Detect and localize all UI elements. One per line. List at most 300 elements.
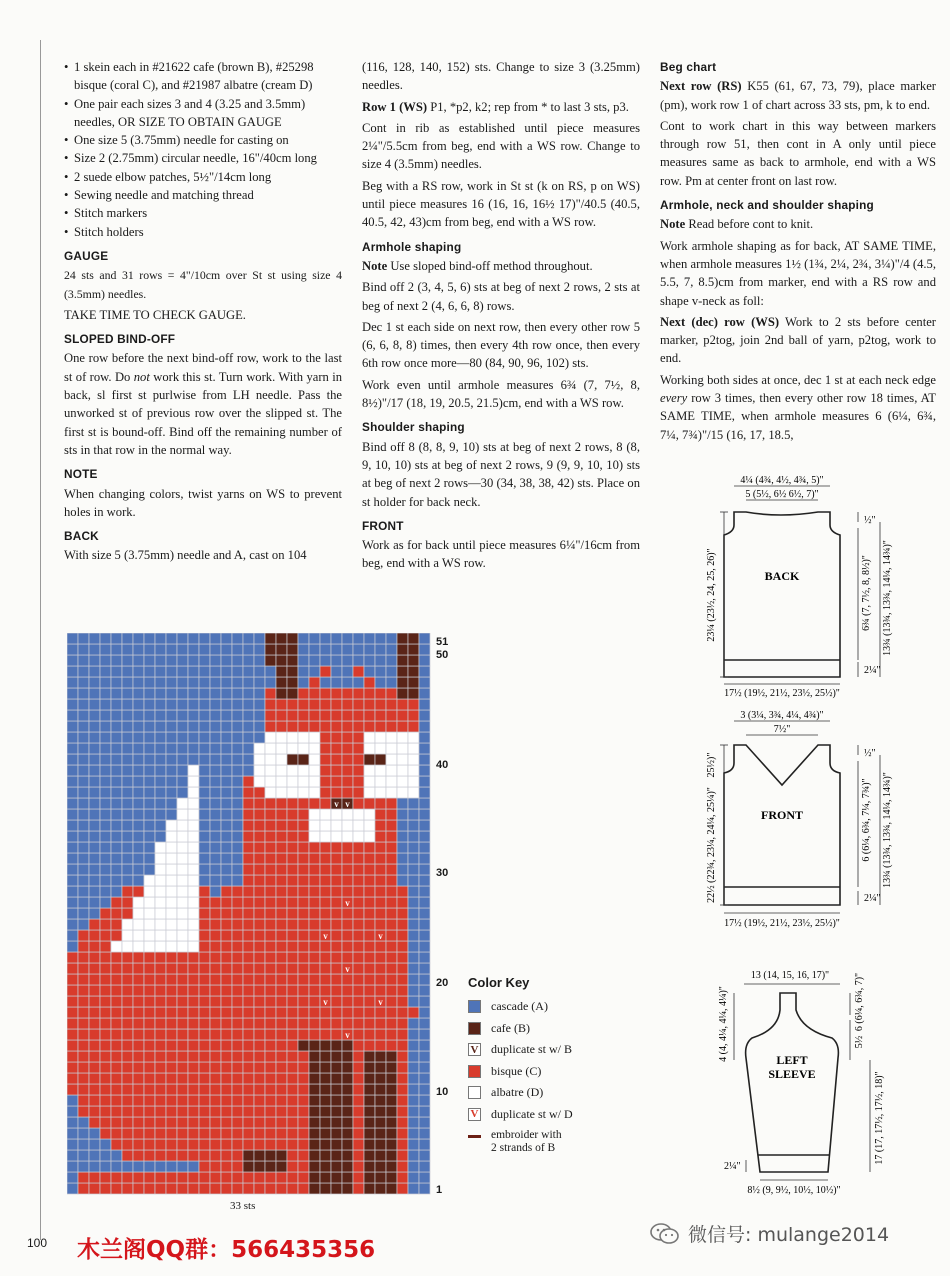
chart-cell [408, 1007, 419, 1018]
wechat-id: 微信号: mulange2014 [688, 1224, 890, 1246]
chart-cell [375, 864, 386, 875]
chart-cell [397, 655, 408, 666]
chart-cell [287, 919, 298, 930]
chart-cell [78, 1084, 89, 1095]
chart-cell [177, 908, 188, 919]
chart-cell [111, 875, 122, 886]
chart-cell [276, 886, 287, 897]
chart-cell [67, 1084, 78, 1095]
column-rule [40, 40, 41, 1240]
chart-cell [419, 743, 430, 754]
chart-cell [276, 1161, 287, 1172]
chart-cell [122, 1029, 133, 1040]
chart-cell [298, 908, 309, 919]
chart-cell [144, 765, 155, 776]
chart-cell [287, 776, 298, 787]
chart-cell [67, 1106, 78, 1117]
chart-cell [78, 963, 89, 974]
para: Work armhole shaping as for back, AT SAME TIME, when armhole measures 1½ (1¾, 2¼, 2¾, 3¼)"/4 (4.5, 5.5, 7, 8.5)cm from marker, end with a RS row and shape v-neck as foll: [660, 238, 936, 308]
chart-cell [298, 666, 309, 677]
chart-cell [364, 996, 375, 1007]
chart-cell [276, 985, 287, 996]
chart-cell [298, 1095, 309, 1106]
dim-label: 13 (14, 15, 16, 17)" [750, 970, 830, 981]
chart-cell [320, 633, 331, 644]
chart-cell [287, 996, 298, 1007]
chart-cell [309, 974, 320, 985]
key-row [468, 996, 573, 1018]
key-row [468, 1129, 573, 1155]
chart-cell [287, 732, 298, 743]
chart-cell [166, 919, 177, 930]
chart-cell [67, 732, 78, 743]
chart-cell [221, 919, 232, 930]
chart-cell [221, 875, 232, 886]
chart-cell [342, 688, 353, 699]
chart-cell [78, 985, 89, 996]
chart-cell [232, 1051, 243, 1062]
chart-cell [353, 897, 364, 908]
chart-cell [166, 688, 177, 699]
chart-cell [100, 655, 111, 666]
chart-cell [364, 666, 375, 677]
chart-cell [144, 688, 155, 699]
chart-cell [144, 1007, 155, 1018]
chart-cell [320, 952, 331, 963]
chart-cell [199, 996, 210, 1007]
chart-cell [419, 919, 430, 930]
chart-cell [89, 710, 100, 721]
chart-cell [122, 699, 133, 710]
chart-cell [122, 1150, 133, 1161]
chart-cell [188, 908, 199, 919]
chart-cell [364, 963, 375, 974]
chart-cell [100, 963, 111, 974]
chart-cell [78, 699, 89, 710]
chart-cell [309, 787, 320, 798]
chart-cell [100, 820, 111, 831]
chart-cell [276, 1172, 287, 1183]
chart-cell [221, 886, 232, 897]
chart-cell [78, 809, 89, 820]
chart-cell [320, 1172, 331, 1183]
schematic-title: BACK [764, 569, 800, 583]
chart-cell [375, 1029, 386, 1040]
chart-cell [364, 721, 375, 732]
chart-cell [265, 1183, 276, 1194]
chart-cell [155, 919, 166, 930]
chart-row-label: 51 [436, 636, 449, 648]
chart-cell [177, 1161, 188, 1172]
chart-cell [232, 1018, 243, 1029]
chart-cell [408, 1161, 419, 1172]
chart-cell [199, 842, 210, 853]
chart-cell [408, 787, 419, 798]
chart-cell [232, 974, 243, 985]
chart-cell [188, 853, 199, 864]
chart-cell [122, 820, 133, 831]
chart-cell [155, 974, 166, 985]
chart-cell [199, 732, 210, 743]
chart-cell [254, 1172, 265, 1183]
chart-cell [331, 875, 342, 886]
chart-cell [232, 809, 243, 820]
chart-cell [309, 721, 320, 732]
chart-cell [155, 677, 166, 688]
chart-cell [408, 655, 419, 666]
chart-cell [364, 743, 375, 754]
chart-cell [364, 853, 375, 864]
chart-cell [221, 787, 232, 798]
back-heading: BACK [64, 529, 99, 544]
chart-cell [221, 974, 232, 985]
front-heading: FRONT [362, 518, 404, 533]
chart-cell [199, 754, 210, 765]
chart-cell [419, 732, 430, 743]
chart-cell [408, 1128, 419, 1139]
chart-cell [342, 787, 353, 798]
chart-cell [243, 897, 254, 908]
chart-cell [144, 809, 155, 820]
chart-cell [331, 842, 342, 853]
chart-cell [386, 831, 397, 842]
chart-cell [133, 952, 144, 963]
chart-cell [111, 1161, 122, 1172]
chart-cell [210, 974, 221, 985]
chart-cell [397, 1172, 408, 1183]
chart-cell [254, 941, 265, 952]
chart-cell [375, 677, 386, 688]
chart-cell [353, 930, 364, 941]
chart-cell [199, 886, 210, 897]
chart-cell [122, 743, 133, 754]
chart-cell [89, 644, 100, 655]
dim-label: 17 (17, 17½, 17½, 18)" [874, 1071, 885, 1165]
chart-cell [133, 1106, 144, 1117]
chart-cell [122, 1095, 133, 1106]
chart-cell [320, 765, 331, 776]
chart-cell [386, 1051, 397, 1062]
chart-cell [122, 1161, 133, 1172]
chart-cell [320, 985, 331, 996]
front-schematic [690, 705, 930, 940]
chart-cell [155, 897, 166, 908]
chart-cell [408, 809, 419, 820]
chart-cell [309, 699, 320, 710]
chart-cell [364, 1139, 375, 1150]
dim-label: 2¼" [864, 893, 881, 904]
chart-cell [78, 655, 89, 666]
chart-cell [177, 710, 188, 721]
chart-cell [177, 1106, 188, 1117]
chart-cell [243, 908, 254, 919]
chart-cell [408, 1139, 419, 1150]
chart-cell [254, 930, 265, 941]
chart-cell [221, 831, 232, 842]
chart-cell [232, 996, 243, 1007]
chart-cell [298, 1007, 309, 1018]
chart-cell [111, 963, 122, 974]
chart-cell [364, 644, 375, 655]
chart-cell [408, 875, 419, 886]
chart-cell [287, 886, 298, 897]
chart-cell [254, 1128, 265, 1139]
chart-cell [78, 1117, 89, 1128]
chart-cell [210, 1051, 221, 1062]
chart-row-label: 50 [436, 649, 449, 661]
chart-cell [309, 809, 320, 820]
chart-cell [386, 886, 397, 897]
chart-cell [78, 853, 89, 864]
chart-cell [342, 864, 353, 875]
chart-cell [287, 1084, 298, 1095]
chart-cell [89, 831, 100, 842]
chart-cell [265, 963, 276, 974]
chart-cell [265, 1018, 276, 1029]
chart-cell [177, 952, 188, 963]
chart-cell [67, 897, 78, 908]
chart-cell [265, 787, 276, 798]
chart-cell [221, 765, 232, 776]
chart-cell [166, 908, 177, 919]
chart-cell [320, 1073, 331, 1084]
chart-cell [144, 820, 155, 831]
chart-cell [276, 1040, 287, 1051]
chart-cell [188, 1084, 199, 1095]
chart-cell [188, 1095, 199, 1106]
chart-cell [221, 655, 232, 666]
chart-cell [166, 974, 177, 985]
chart-cell [155, 1172, 166, 1183]
chart-cell [254, 1183, 265, 1194]
chart-cell [353, 842, 364, 853]
chart-cell [188, 963, 199, 974]
chart-cell [133, 1161, 144, 1172]
chart-cell [177, 853, 188, 864]
chart-cell [144, 1128, 155, 1139]
chart-cell [386, 655, 397, 666]
chart-cell [144, 886, 155, 897]
note-label: Note [660, 217, 686, 232]
chart-cell [320, 1106, 331, 1117]
chart-cell [243, 666, 254, 677]
chart-cell [408, 743, 419, 754]
chart-cell [419, 699, 430, 710]
chart-cell [298, 963, 309, 974]
chart-cell [419, 842, 430, 853]
chart-cell [243, 798, 254, 809]
chart-cell [133, 1040, 144, 1051]
chart-cell [155, 996, 166, 1007]
chart-cell [188, 765, 199, 776]
chart-cell [353, 688, 364, 699]
chart-cell [177, 996, 188, 1007]
chart-cell [254, 1018, 265, 1029]
chart-cell [342, 776, 353, 787]
chart-cell [265, 941, 276, 952]
chart-cell [375, 1073, 386, 1084]
row-label: Next (dec) row (WS) [660, 314, 780, 329]
chart-cell [265, 677, 276, 688]
chart-cell [122, 996, 133, 1007]
chart-cell [89, 1095, 100, 1106]
chart-cell [111, 908, 122, 919]
chart-cell [298, 952, 309, 963]
chart-cell [331, 1040, 342, 1051]
chart-cell [221, 1139, 232, 1150]
chart-cell [122, 1040, 133, 1051]
chart-cell [199, 699, 210, 710]
chart-cell [210, 1150, 221, 1161]
chart-cell [331, 776, 342, 787]
chart-cell [353, 952, 364, 963]
chart-cell [276, 754, 287, 765]
chart-cell [155, 853, 166, 864]
chart-cell [353, 886, 364, 897]
chart-cell [375, 809, 386, 820]
chart-cell [133, 1084, 144, 1095]
chart-cell [221, 1062, 232, 1073]
chart-cell [188, 1183, 199, 1194]
chart-cell [188, 897, 199, 908]
chart-cell [276, 974, 287, 985]
chart-cell [133, 732, 144, 743]
chart-cell [254, 721, 265, 732]
chart-cell [298, 721, 309, 732]
chart-cell [188, 787, 199, 798]
chart-cell [298, 1139, 309, 1150]
chart-cell [375, 1139, 386, 1150]
chart-cell [221, 798, 232, 809]
chart-cell [243, 974, 254, 985]
chart-cell [221, 633, 232, 644]
chart-cell [353, 732, 364, 743]
chart-cell [408, 754, 419, 765]
chart-cell [298, 897, 309, 908]
chart-cell [243, 732, 254, 743]
chart-cell [67, 655, 78, 666]
chart-cell [298, 875, 309, 886]
chart-cell [298, 864, 309, 875]
chart-cell [100, 1062, 111, 1073]
chart-cell [320, 1084, 331, 1095]
chart-cell [144, 963, 155, 974]
chart-cell [375, 699, 386, 710]
chart-cell [144, 864, 155, 875]
chart-cell [265, 1139, 276, 1150]
chart-cell [375, 666, 386, 677]
chart-cell [342, 908, 353, 919]
chart-cell [353, 798, 364, 809]
chart-cell [298, 798, 309, 809]
chart-cell [287, 710, 298, 721]
chart-cell [309, 765, 320, 776]
chart-cell [331, 1106, 342, 1117]
chart-cell [199, 919, 210, 930]
chart-cell [309, 732, 320, 743]
chart-cell [254, 908, 265, 919]
chart-cell [144, 1183, 155, 1194]
chart-cell [122, 721, 133, 732]
chart-row-label: 20 [436, 977, 449, 989]
chart-cell [144, 930, 155, 941]
back-text: With size 5 (3.75mm) needle and A, cast on 104 [64, 548, 307, 563]
chart-cell [100, 699, 111, 710]
chart-cell [342, 1073, 353, 1084]
chart-cell [265, 809, 276, 820]
chart-cell [331, 677, 342, 688]
chart-cell [320, 1150, 331, 1161]
chart-cell [243, 1029, 254, 1040]
chart-cell [254, 853, 265, 864]
chart-cell [111, 1040, 122, 1051]
chart-cell [243, 787, 254, 798]
chart-cell [265, 1150, 276, 1161]
chart-cell [331, 864, 342, 875]
chart-cell [287, 1150, 298, 1161]
chart-cell [342, 952, 353, 963]
chart-cell [177, 732, 188, 743]
chart-cell [287, 721, 298, 732]
chart-cell [199, 974, 210, 985]
chart-cell [133, 1117, 144, 1128]
chart-cell [265, 1161, 276, 1172]
note-text [660, 215, 936, 233]
chart-cell [298, 743, 309, 754]
chart-cell [100, 666, 111, 677]
chart-cell [100, 1084, 111, 1095]
chart-cell [78, 831, 89, 842]
chart-cell [133, 1139, 144, 1150]
chart-cell [265, 952, 276, 963]
chart-cell [331, 820, 342, 831]
chart-cell [177, 919, 188, 930]
dim-label: 5½ [854, 1035, 865, 1049]
chart-cell [353, 1128, 364, 1139]
chart-cell [386, 875, 397, 886]
dim-label: 13¾ (13¾, 13¾, 14¼, 14¾)" [882, 772, 893, 888]
chart-cell [408, 1150, 419, 1161]
chart-cell [298, 974, 309, 985]
chart-cell [419, 1084, 430, 1095]
chart-cell [254, 787, 265, 798]
chart-cell [331, 941, 342, 952]
chart-cell [133, 655, 144, 666]
chart-cell [166, 996, 177, 1007]
chart-cell [342, 721, 353, 732]
chart-cell [408, 1073, 419, 1084]
chart-cell [397, 1084, 408, 1095]
chart-cell [89, 655, 100, 666]
chart-cell [309, 677, 320, 688]
chart-cell [78, 1183, 89, 1194]
chart-cell [298, 776, 309, 787]
chart-cell [188, 743, 199, 754]
chart-cell [199, 853, 210, 864]
chart-cell [364, 864, 375, 875]
chart-cell [232, 1106, 243, 1117]
chart-cell [89, 1029, 100, 1040]
chart-cell [243, 996, 254, 1007]
chart-cell [144, 1040, 155, 1051]
chart-cell [155, 633, 166, 644]
chart-cell [408, 842, 419, 853]
chart-cell [78, 787, 89, 798]
chart-cell [122, 842, 133, 853]
chart-cell [265, 1106, 276, 1117]
chart-cell [243, 853, 254, 864]
chart-cell [100, 842, 111, 853]
